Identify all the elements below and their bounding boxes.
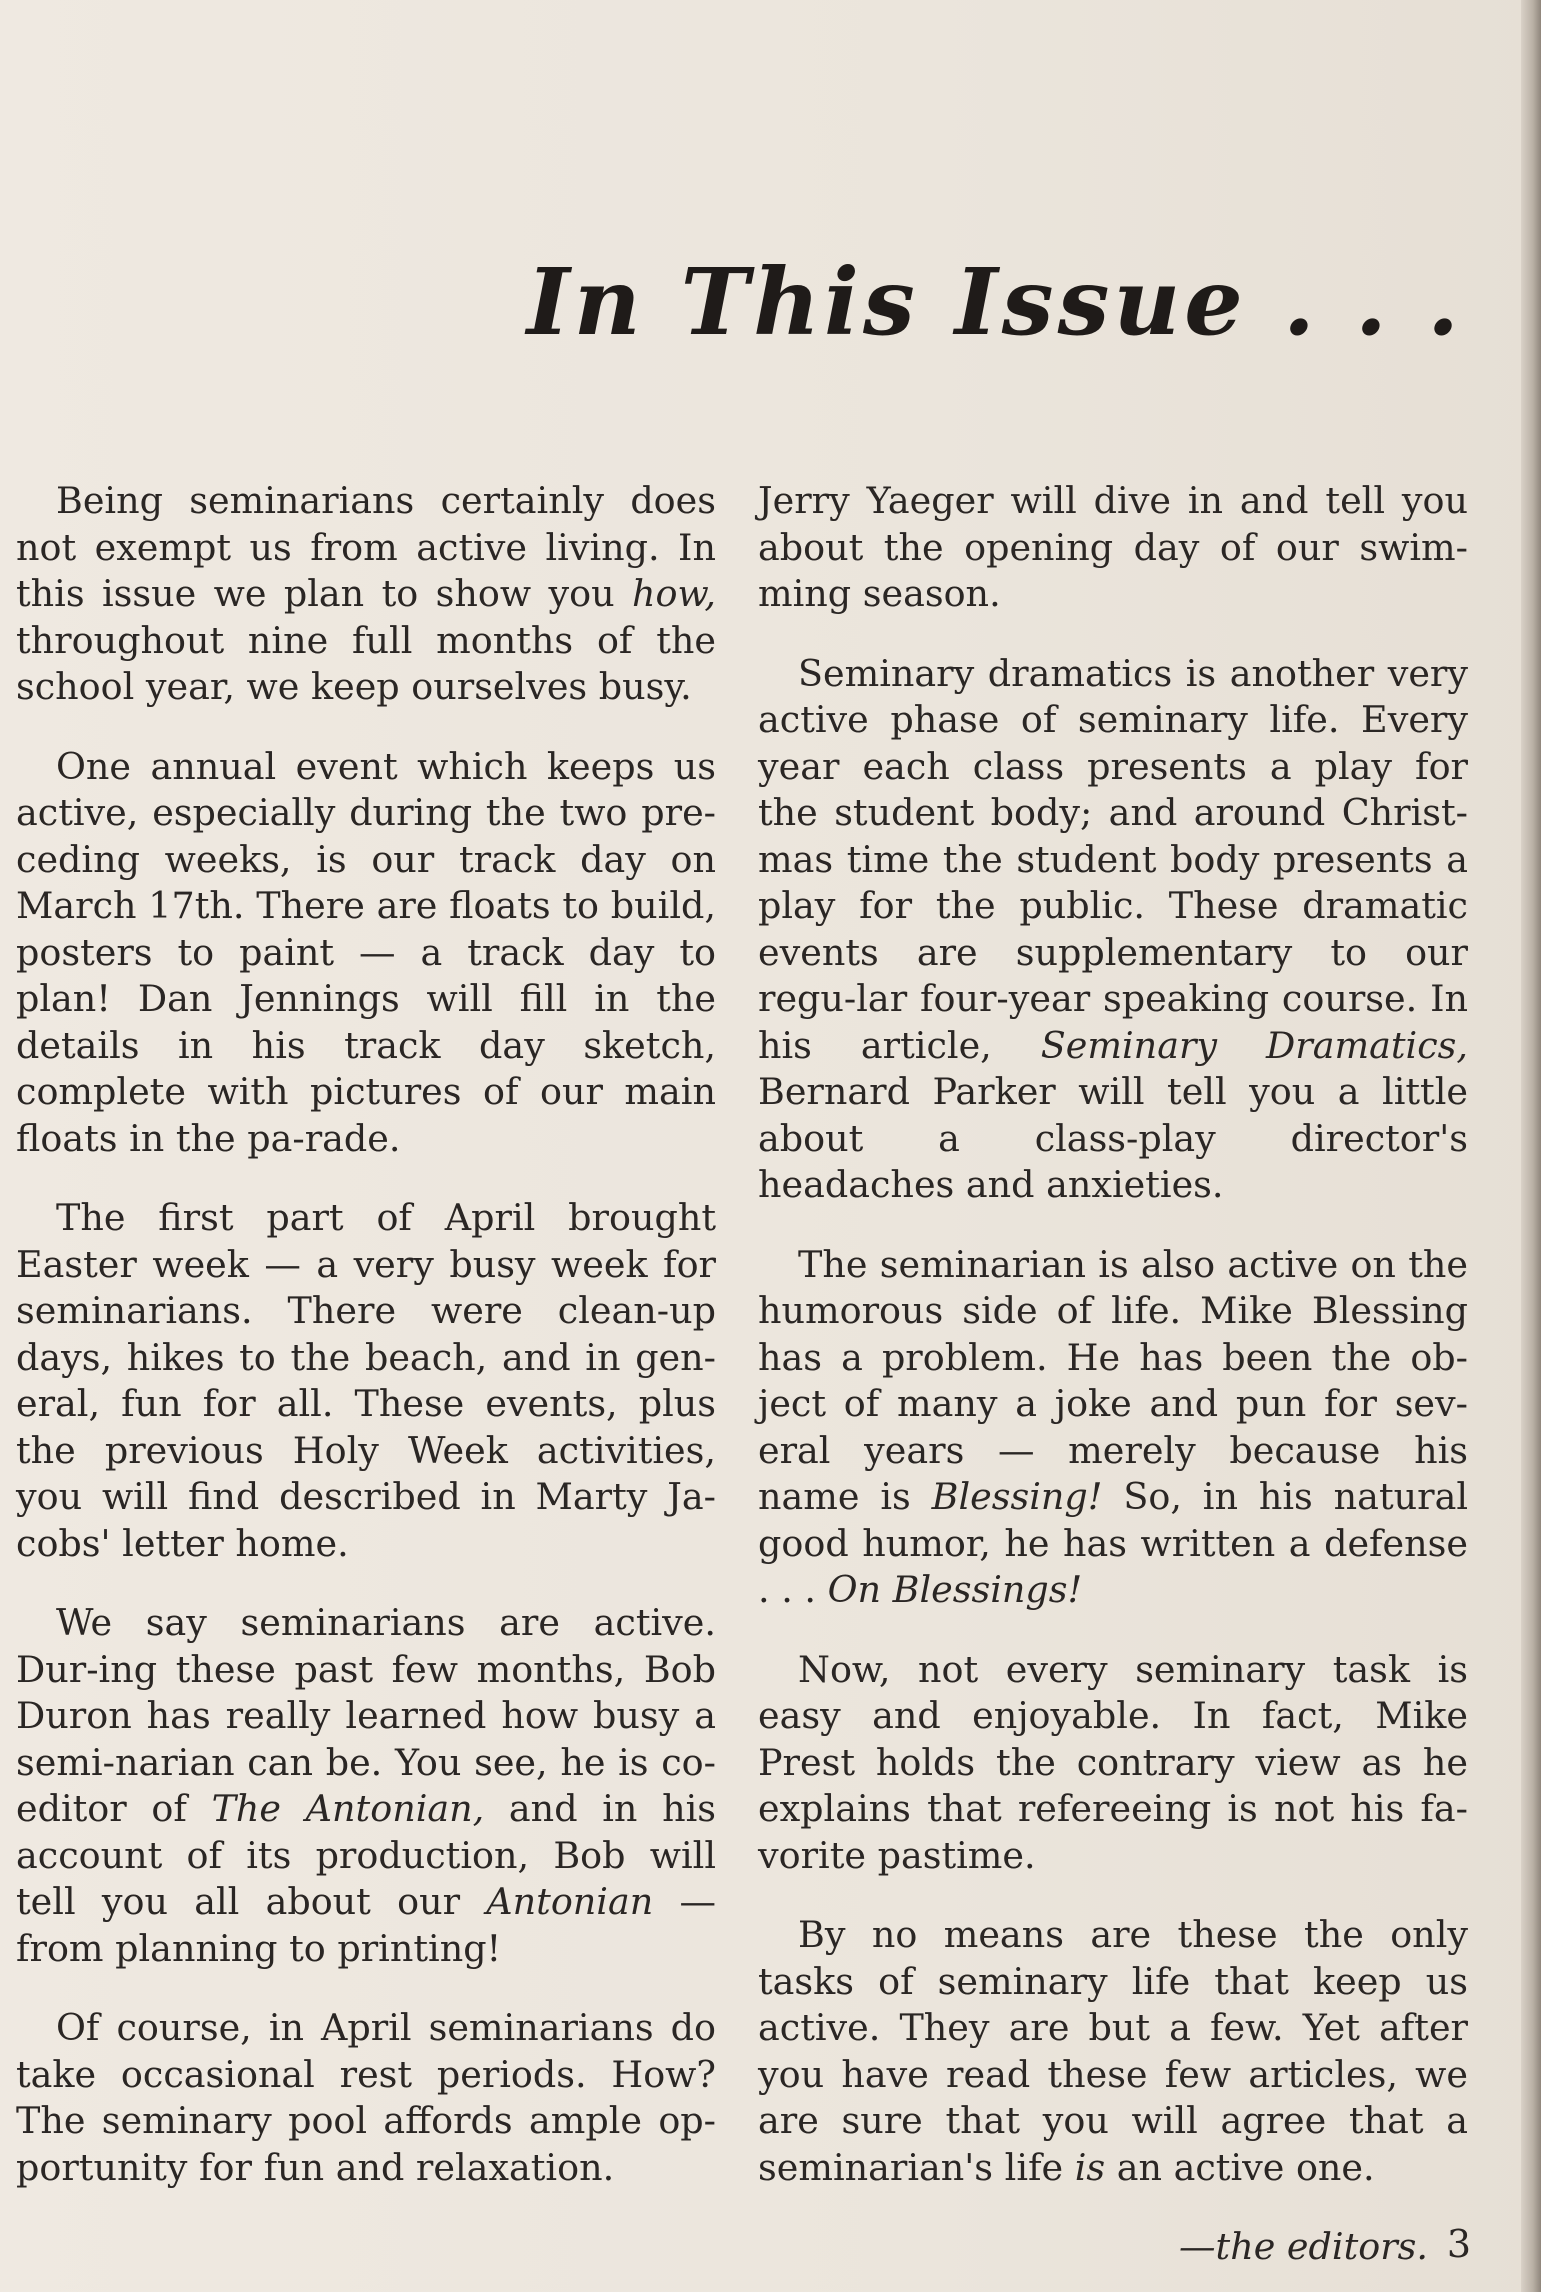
paragraph-track-day: One annual event which keeps us active, especially during the two pre-ceding weeks, is our track day on March 17th. There are floats to build, posters to paint — a track day to plan! Dan Jennings will fill in the details in his track day sketch, complete with pictures of our main floats in the pa-rade. xyxy=(16,744,716,1160)
paragraph-blessings: The seminarian is also active on the humorous side of life. Mike Blessing has a problem. He has been the ob-ject of many a joke and pun for sev-eral years — merely because his name is Blessing! So, in his natural good humor, he has written a defense . . . On Blessings! xyxy=(758,1242,1468,1611)
paragraph-antonian: We say seminarians are active. Dur-ing these past few months, Bob Duron has really learned how busy a semi-narian can be. You see, he is co-editor of The Antonian, and in his account of its production, Bob will tell you all about our Antonian — from planning to printing! xyxy=(16,1601,716,1970)
paragraph-dramatics: Seminary dramatics is another very active phase of seminary life. Every year each class presents a play for the student body; and around Christ-mas time the student body presents a play for the public. These dramatic events are supplementary to our regu-lar four-year speaking course. In his article, Seminary Dramatics, Bernard Parker will tell you a little about a class-play director's headaches and anxieties. xyxy=(758,651,1468,1206)
editors-signature: —the editors. xyxy=(1179,2225,1428,2268)
left-column xyxy=(16,478,716,2224)
paragraph-easter-week: The first part of April brought Easter week — a very busy week for seminarians. There were clean-up days, hikes to the beach, and in gen-eral, fun for all. These events, plus the previous Holy Week activities, you will find described in Marty Ja-cobs' letter home. xyxy=(16,1196,716,1565)
page-edge-shadow xyxy=(1521,0,1541,2292)
paragraph-closing: By no means are these the only tasks of seminary life that keep us active. They are but a few. Yet after you have read these few articles, we are sure that you will agree that a seminarian's life is an active one. xyxy=(758,1913,1468,2189)
page-number: 3 xyxy=(1446,2222,1471,2266)
paragraph-intro: Being seminarians certainly does not exempt us from active living. In this issue we plan to show you how, throughout nine full months of the school year, we keep ourselves busy. xyxy=(16,479,716,708)
page-title: In This Issue . . . xyxy=(526,248,1463,356)
right-column xyxy=(758,478,1468,2271)
paragraph-rest-periods: Of course, in April seminarians do take occasional rest periods. How? The seminary pool affords ample op-portunity for fun and relaxation. xyxy=(16,2006,716,2189)
paragraph-swimming: Jerry Yaeger will dive in and tell you about the opening day of our swim-ming season. xyxy=(758,479,1468,615)
paragraph-refereeing: Now, not every seminary task is easy and enjoyable. In fact, Mike Prest holds the contrary view as he explains that refereeing is not his fa-vorite pastime. xyxy=(758,1647,1468,1877)
